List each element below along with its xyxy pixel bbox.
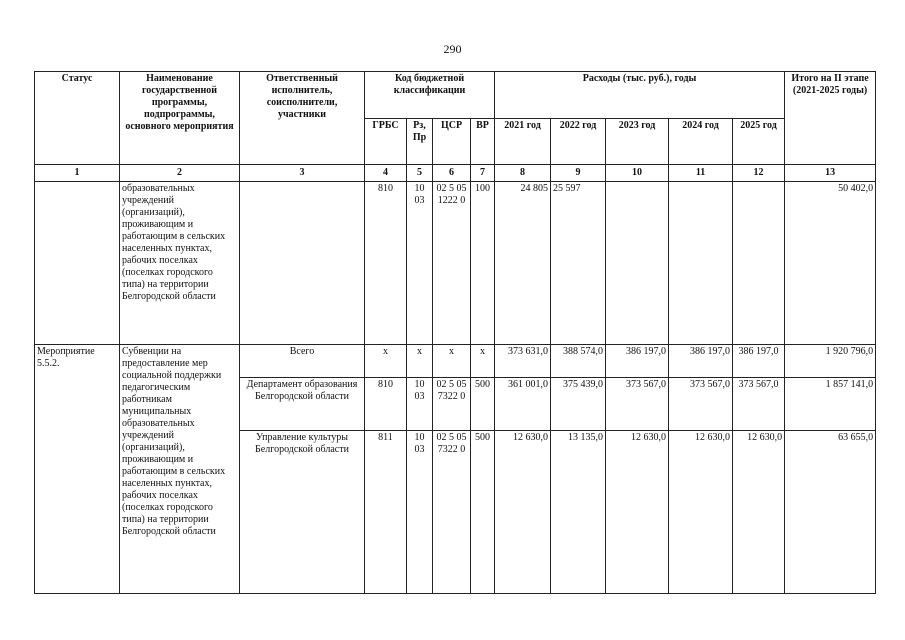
- value-2025-cell: 12 630,0: [733, 431, 785, 594]
- value-2023-cell: 12 630,0: [606, 431, 669, 594]
- header-2024: 2024 год: [669, 118, 733, 165]
- value-2021-cell: 12 630,0: [495, 431, 551, 594]
- header-rzpr: Рз, Пр: [407, 118, 433, 165]
- vr-cell: 500: [471, 378, 495, 431]
- value-2021-cell: 24 805: [495, 182, 551, 345]
- csr-cell: 02 5 05 1222 0: [433, 182, 471, 345]
- header-2023: 2023 год: [606, 118, 669, 165]
- responsible-cell: Департамент образования Белгородской области: [240, 378, 365, 431]
- program-name-cell: Субвенции на предоставление мер социальной поддержки педагогическим работникам муниципальных образовательных учреждений (организаций), проживающим и работающим в сельских населенных пунктах, рабочих поселках (поселках городского типа) на территории Белгородской области: [120, 345, 240, 594]
- value-2025-cell: 386 197,0: [733, 345, 785, 378]
- header-2022: 2022 год: [551, 118, 606, 165]
- header-grbs: ГРБС: [365, 118, 407, 165]
- budget-table: [34, 71, 876, 594]
- col-number: 10: [606, 165, 669, 182]
- col-number: 12: [733, 165, 785, 182]
- table-row: [35, 182, 876, 345]
- value-2024-cell: 373 567,0: [669, 378, 733, 431]
- value-2025-cell: [733, 182, 785, 345]
- value-2023-cell: [606, 182, 669, 345]
- grbs-cell: 810: [365, 378, 407, 431]
- grbs-cell: x: [365, 345, 407, 378]
- col-number: 8: [495, 165, 551, 182]
- rzpr-cell: 10 03: [407, 378, 433, 431]
- header-2025: 2025 год: [733, 118, 785, 165]
- vr-cell: 500: [471, 431, 495, 594]
- value-2021-cell: 373 631,0: [495, 345, 551, 378]
- header-budget-code: Код бюджетной классификации: [365, 72, 495, 119]
- rzpr-cell: x: [407, 345, 433, 378]
- csr-cell: 02 5 05 7322 0: [433, 378, 471, 431]
- value-2025-cell: 373 567,0: [733, 378, 785, 431]
- csr-cell: 02 5 05 7322 0: [433, 431, 471, 594]
- total-cell: 63 655,0: [785, 431, 876, 594]
- responsible-cell: Управление культуры Белгородской области: [240, 431, 365, 594]
- value-2024-cell: [669, 182, 733, 345]
- column-numbers-row: [35, 165, 876, 182]
- total-cell: 50 402,0: [785, 182, 876, 345]
- grbs-cell: 810: [365, 182, 407, 345]
- total-cell: 1 920 796,0: [785, 345, 876, 378]
- header-csr: ЦСР: [433, 118, 471, 165]
- header-responsible: Ответственный исполнитель, соисполнители, участники: [240, 72, 365, 165]
- value-2023-cell: 386 197,0: [606, 345, 669, 378]
- program-name-cell: образовательных учреждений (организаций), проживающим и работающим в сельских населенных пунктах, рабочих поселках (поселках городского типа) на территории Белгородской области: [120, 182, 240, 345]
- col-number: 6: [433, 165, 471, 182]
- page-number: 290: [443, 42, 462, 56]
- col-number: 7: [471, 165, 495, 182]
- csr-cell: x: [433, 345, 471, 378]
- col-number: 5: [407, 165, 433, 182]
- status-cell: [35, 182, 120, 345]
- value-2024-cell: 12 630,0: [669, 431, 733, 594]
- value-2022-cell: 388 574,0: [551, 345, 606, 378]
- status-cell: Мероприятие 5.5.2.: [35, 345, 120, 594]
- col-number: 1: [35, 165, 120, 182]
- value-2022-cell: 25 597: [551, 182, 606, 345]
- responsible-cell: Всего: [240, 345, 365, 378]
- header-total: Итого на II этапе (2021-2025 годы): [785, 72, 876, 165]
- col-number: 3: [240, 165, 365, 182]
- total-cell: 1 857 141,0: [785, 378, 876, 431]
- grbs-cell: 811: [365, 431, 407, 594]
- header-name: Наименование государственной программы, подпрограммы, основного мероприятия: [120, 72, 240, 165]
- header-expenses: Расходы (тыс. руб.), годы: [495, 72, 785, 119]
- responsible-cell: [240, 182, 365, 345]
- header-status: Статус: [35, 72, 120, 165]
- header-2021: 2021 год: [495, 118, 551, 165]
- value-2021-cell: 361 001,0: [495, 378, 551, 431]
- col-number: 11: [669, 165, 733, 182]
- value-2024-cell: 386 197,0: [669, 345, 733, 378]
- rzpr-cell: 10 03: [407, 431, 433, 594]
- value-2022-cell: 13 135,0: [551, 431, 606, 594]
- value-2023-cell: 373 567,0: [606, 378, 669, 431]
- vr-cell: 100: [471, 182, 495, 345]
- col-number: 4: [365, 165, 407, 182]
- value-2022-cell: 375 439,0: [551, 378, 606, 431]
- rzpr-cell: 10 03: [407, 182, 433, 345]
- header-vr: ВР: [471, 118, 495, 165]
- header-row-1: [35, 72, 876, 119]
- col-number: 2: [120, 165, 240, 182]
- col-number: 13: [785, 165, 876, 182]
- table-row: [35, 345, 876, 378]
- col-number: 9: [551, 165, 606, 182]
- vr-cell: x: [471, 345, 495, 378]
